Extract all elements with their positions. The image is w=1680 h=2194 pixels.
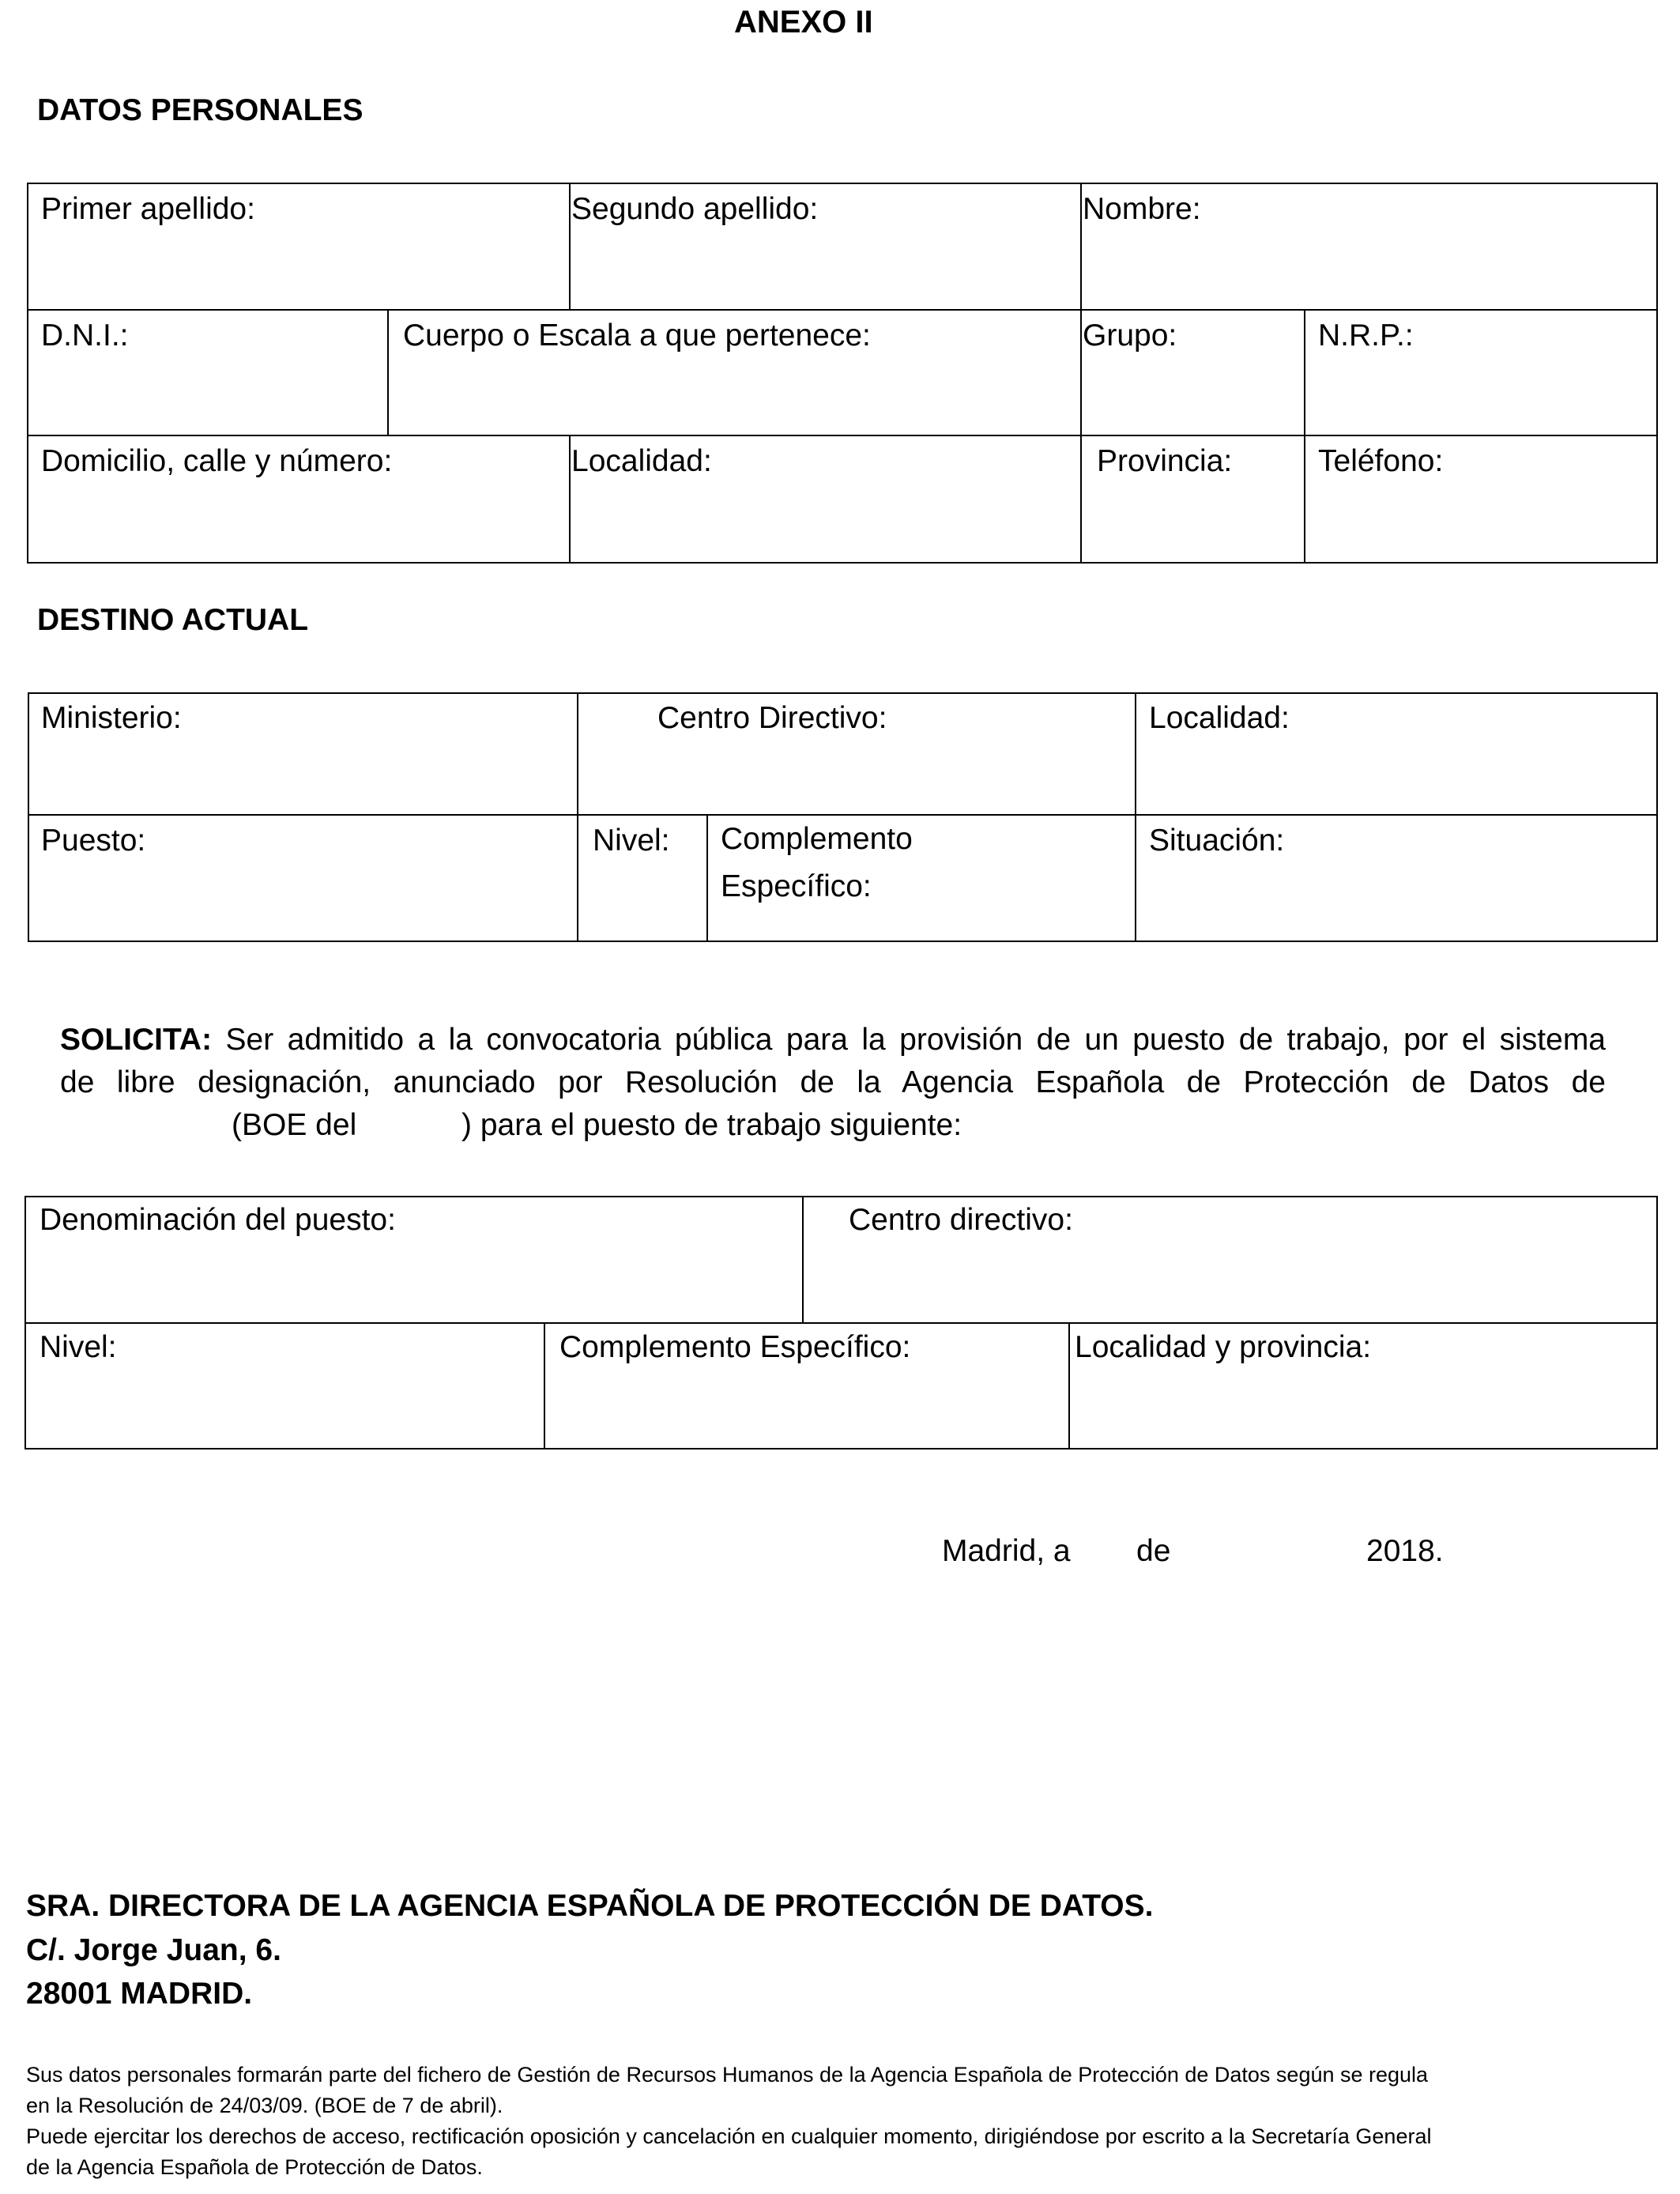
field-denominacion-puesto: Denominación del puesto: xyxy=(40,1203,396,1237)
date-place: Madrid, a xyxy=(942,1534,1071,1568)
recipient-line-1: SRA. DIRECTORA DE LA AGENCIA ESPAÑOLA DE PROTECCIÓN DE DATOS. xyxy=(26,1889,1154,1923)
note-line-1: Sus datos personales formarán parte del fichero de Gestión de Recursos Humanos de la Agencia Española de Protección de Datos según se regula xyxy=(26,2063,1429,2087)
field-segundo-apellido: Segundo apellido: xyxy=(571,192,819,226)
field-nivel-destino: Nivel: xyxy=(593,824,670,858)
section-heading-datos-personales: DATOS PERSONALES xyxy=(37,93,363,127)
page-title: ANEXO II xyxy=(734,5,873,40)
field-localidad-destino: Localidad: xyxy=(1149,701,1290,735)
field-ministerio: Ministerio: xyxy=(41,701,182,735)
field-centro-directivo-solicitado: Centro directivo: xyxy=(849,1203,1073,1237)
field-primer-apellido: Primer apellido: xyxy=(41,192,255,226)
field-situacion: Situación: xyxy=(1149,824,1285,858)
solicita-line-2: de libre designación, anunciado por Resolución de la Agencia Española de Protección de Datos de xyxy=(60,1065,1606,1099)
section-heading-destino-actual: DESTINO ACTUAL xyxy=(37,603,309,637)
field-provincia: Provincia: xyxy=(1097,444,1233,478)
recipient-line-3: 28001 MADRID. xyxy=(26,1977,253,2011)
note-line-3: Puede ejercitar los derechos de acceso, rectificación oposición y cancelación en cualquier momento, dirigiéndose por escrito a la Secretaría General xyxy=(26,2124,1432,2148)
field-complemento-especifico-line1: Complemento xyxy=(721,822,913,856)
field-grupo: Grupo: xyxy=(1083,319,1177,352)
field-puesto: Puesto: xyxy=(41,824,146,858)
solicita-line-1: SOLICITA: Ser admitido a la convocatoria pública para la provisión de un puesto de trabajo, por el sistema xyxy=(60,1023,1606,1057)
solicita-line-3: ) para el puesto de trabajo siguiente: xyxy=(461,1108,962,1142)
solicita-label: SOLICITA: xyxy=(60,1023,213,1057)
note-line-2: en la Resolución de 24/03/09. (BOE de 7 de abril). xyxy=(26,2094,503,2117)
field-nrp: N.R.P.: xyxy=(1318,319,1414,352)
field-cuerpo-escala: Cuerpo o Escala a que pertenece: xyxy=(403,319,871,352)
field-localidad: Localidad: xyxy=(571,444,712,478)
field-nombre: Nombre: xyxy=(1083,192,1201,226)
field-telefono: Teléfono: xyxy=(1318,444,1444,478)
date-year: 2018. xyxy=(1366,1534,1444,1568)
field-complemento-especifico-solicitado: Complemento Específico: xyxy=(559,1330,911,1364)
field-centro-directivo: Centro Directivo: xyxy=(657,701,887,735)
field-domicilio: Domicilio, calle y número: xyxy=(41,444,393,478)
date-de: de xyxy=(1136,1534,1171,1568)
field-nivel-solicitado: Nivel: xyxy=(40,1330,117,1364)
note-line-4: de la Agencia Española de Protección de Datos. xyxy=(26,2155,483,2179)
field-localidad-provincia: Localidad y provincia: xyxy=(1075,1330,1372,1364)
field-complemento-especifico-line2: Específico: xyxy=(721,869,872,903)
solicita-boe: (BOE del xyxy=(232,1108,357,1142)
recipient-line-2: C/. Jorge Juan, 6. xyxy=(26,1933,281,1967)
field-dni: D.N.I.: xyxy=(41,319,129,352)
